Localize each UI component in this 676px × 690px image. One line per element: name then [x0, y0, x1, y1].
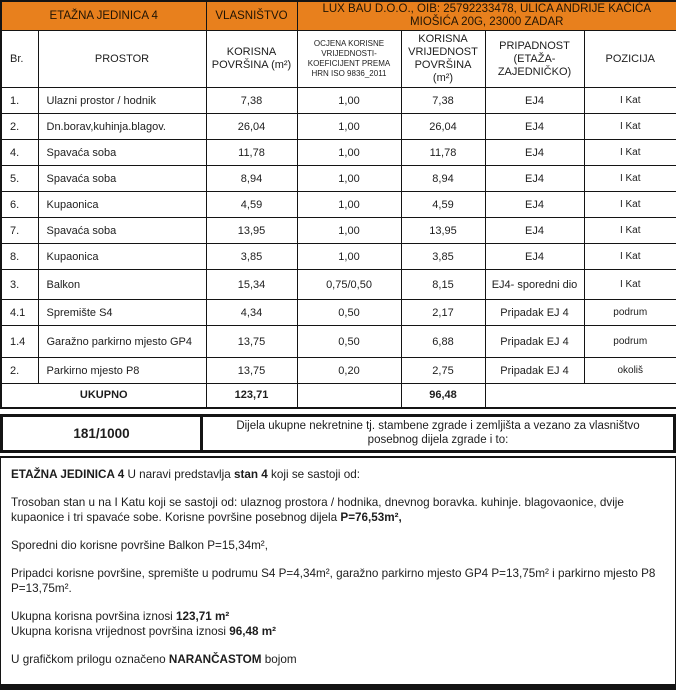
cell-br: 3. — [1, 270, 38, 300]
cell-koeficijent: 0,75/0,50 — [297, 270, 401, 300]
cell-pripadnost: EJ4 — [485, 88, 584, 114]
cell-pozicija: I Kat — [584, 244, 676, 270]
cell-prostor: Garažno parkirno mjesto GP4 — [38, 326, 206, 358]
cell-vrijednost: 3,85 — [401, 244, 485, 270]
cell-vrijednost: 8,94 — [401, 166, 485, 192]
col-header-br: Br. — [1, 31, 38, 88]
cell-pripadnost: EJ4 — [485, 114, 584, 140]
cell-br: 5. — [1, 166, 38, 192]
cell-br: 6. — [1, 192, 38, 218]
cell-br: 7. — [1, 218, 38, 244]
cell-vrijednost: 26,04 — [401, 114, 485, 140]
cell-vrijednost: 6,88 — [401, 326, 485, 358]
cell-korisna: 11,78 — [206, 140, 297, 166]
table-row — [1, 270, 676, 300]
cell-koeficijent: 1,00 — [297, 114, 401, 140]
col-header-korisna-povrsina: KORISNA POVRŠINA (m²) — [206, 31, 297, 88]
total-korisna-povrsina: 123,71 — [206, 384, 297, 408]
cell-br: 1. — [1, 88, 38, 114]
cell-vrijednost: 13,95 — [401, 218, 485, 244]
cell-korisna: 7,38 — [206, 88, 297, 114]
total-korisna-vrijednost: 96,48 — [401, 384, 485, 408]
cell-korisna: 3,85 — [206, 244, 297, 270]
cell-br: 4.1 — [1, 300, 38, 326]
table-row — [1, 358, 676, 384]
cell-prostor: Kupaonica — [38, 244, 206, 270]
cell-pozicija: I Kat — [584, 218, 676, 244]
cell-koeficijent: 1,00 — [297, 166, 401, 192]
cell-prostor: Dn.borav,kuhinja.blagov. — [38, 114, 206, 140]
description-paragraph: ETAŽNA JEDINICA 4 U naravi predstavlja stan 4 koji se sastoji od: — [11, 467, 361, 481]
cell-pozicija: I Kat — [584, 270, 676, 300]
cell-br: 2. — [1, 114, 38, 140]
cell-pripadnost: EJ4 — [485, 244, 584, 270]
cell-pozicija: I Kat — [584, 192, 676, 218]
cell-koeficijent: 0,50 — [297, 326, 401, 358]
cell-br: 2. — [1, 358, 38, 384]
table-row — [1, 114, 676, 140]
cell-prostor: Spavaća soba — [38, 218, 206, 244]
cell-prostor: Kupaonica — [38, 192, 206, 218]
cell-prostor: Balkon — [38, 270, 206, 300]
cell-koeficijent: 0,20 — [297, 358, 401, 384]
total-empty-koeficijent — [297, 384, 401, 408]
col-header-prostor: PROSTOR — [38, 31, 206, 88]
cell-korisna: 13,75 — [206, 326, 297, 358]
cell-korisna: 4,34 — [206, 300, 297, 326]
column-header-row — [1, 31, 676, 88]
cell-prostor: Parkirno mjesto P8 — [38, 358, 206, 384]
cell-pripadnost: EJ4 — [485, 166, 584, 192]
cell-br: 8. — [1, 244, 38, 270]
cell-pozicija: I Kat — [584, 114, 676, 140]
cell-korisna: 4,59 — [206, 192, 297, 218]
cell-prostor: Ulazni prostor / hodnik — [38, 88, 206, 114]
cell-pripadnost: EJ4 — [485, 218, 584, 244]
table-row — [1, 192, 676, 218]
ownership-label: VLASNIŠTVO — [206, 1, 297, 31]
cell-vrijednost: 11,78 — [401, 140, 485, 166]
description-paragraph: Ukupna korisna vrijednost površina iznosi 96,48 m² — [11, 624, 277, 638]
cell-korisna: 26,04 — [206, 114, 297, 140]
share-fraction: 181/1000 — [3, 417, 203, 450]
cell-koeficijent: 1,00 — [297, 192, 401, 218]
total-label: UKUPNO — [1, 384, 206, 408]
cell-pripadnost: EJ4 — [485, 140, 584, 166]
cell-pripadnost: Pripadak EJ 4 — [485, 358, 584, 384]
cell-pripadnost: EJ4- sporedni dio — [485, 270, 584, 300]
cell-vrijednost: 8,15 — [401, 270, 485, 300]
cell-koeficijent: 0,50 — [297, 300, 401, 326]
cell-vrijednost: 2,17 — [401, 300, 485, 326]
cell-korisna: 15,34 — [206, 270, 297, 300]
table-row — [1, 300, 676, 326]
cell-pozicija: okoliš — [584, 358, 676, 384]
unit-title: ETAŽNA JEDINICA 4 — [1, 1, 206, 31]
description-paragraph: U grafičkom prilogu označeno NARANČASTOM bojom — [11, 652, 297, 666]
cell-br: 1.4 — [1, 326, 38, 358]
cell-br: 4. — [1, 140, 38, 166]
col-header-pripadnost: PRIPADNOST (ETAŽA-ZAJEDNIČKO) — [485, 31, 584, 88]
col-header-ocjena: OCJENA KORISNE VRIJEDNOSTI-KOEFICIJENT PREMA HRN ISO 9836_2011 — [297, 31, 401, 88]
total-empty-right — [485, 384, 676, 408]
cell-korisna: 13,75 — [206, 358, 297, 384]
owner-info: LUX BAU D.O.O., OIB: 25792233478, ULICA ANDRIJE KAĆIĆA MIOŠIĆA 20G, 23000 ZADAR — [297, 1, 676, 31]
total-row — [1, 384, 676, 408]
table-body — [1, 88, 676, 384]
col-header-korisna-vrijednost: KORISNA VRIJEDNOST POVRŠINA (m²) — [401, 31, 485, 88]
table-row — [1, 88, 676, 114]
table-row — [1, 218, 676, 244]
cell-pozicija: I Kat — [584, 166, 676, 192]
title-row — [1, 1, 676, 31]
table-row — [1, 140, 676, 166]
description-paragraph: Trosoban stan u na I Katu koji se sastoji od: ulaznog prostora / hodnika, dnevnog boravka. kuhinje. blagovaonice, dvije kupaonice i tri spavaće sobe. Korisne površine posebnog dijela P=76,53m², — [11, 495, 624, 524]
cell-koeficijent: 1,00 — [297, 218, 401, 244]
cell-korisna: 8,94 — [206, 166, 297, 192]
table-row — [1, 326, 676, 358]
cell-korisna: 13,95 — [206, 218, 297, 244]
cell-koeficijent: 1,00 — [297, 244, 401, 270]
cell-prostor: Spremište S4 — [38, 300, 206, 326]
ownership-share-band — [0, 414, 676, 453]
cell-pripadnost: EJ4 — [485, 192, 584, 218]
cell-pozicija: podrum — [584, 326, 676, 358]
description-paragraph: Sporedni dio korisne površine Balkon P=15,34m², — [11, 538, 268, 552]
cell-pozicija: I Kat — [584, 140, 676, 166]
bottom-rule — [0, 684, 676, 690]
cell-pripadnost: Pripadak EJ 4 — [485, 300, 584, 326]
cell-pozicija: I Kat — [584, 88, 676, 114]
cell-prostor: Spavaća soba — [38, 166, 206, 192]
description — [0, 456, 676, 685]
table-row — [1, 166, 676, 192]
cell-koeficijent: 1,00 — [297, 140, 401, 166]
cell-prostor: Spavaća soba — [38, 140, 206, 166]
col-header-pozicija: POZICIJA — [584, 31, 676, 88]
cell-vrijednost: 4,59 — [401, 192, 485, 218]
cell-koeficijent: 1,00 — [297, 88, 401, 114]
cell-vrijednost: 7,38 — [401, 88, 485, 114]
cell-pozicija: podrum — [584, 300, 676, 326]
description-paragraph: Ukupna korisna površina iznosi 123,71 m² — [11, 609, 230, 623]
cell-vrijednost: 2,75 — [401, 358, 485, 384]
cell-pripadnost: Pripadak EJ 4 — [485, 326, 584, 358]
share-description: Dijela ukupne nekretnine tj. stambene zgrade i zemljišta a vezano za vlasništvo posebnog dijela zgrade i to: — [236, 420, 640, 446]
description-paragraph: Pripadci korisne površine, spremište u podrumu S4 P=4,34m², garažno parkirno mjesto GP4 P=13,75m² i parkirno mjesto P8 P=13,75m². — [11, 566, 656, 595]
table-row — [1, 244, 676, 270]
